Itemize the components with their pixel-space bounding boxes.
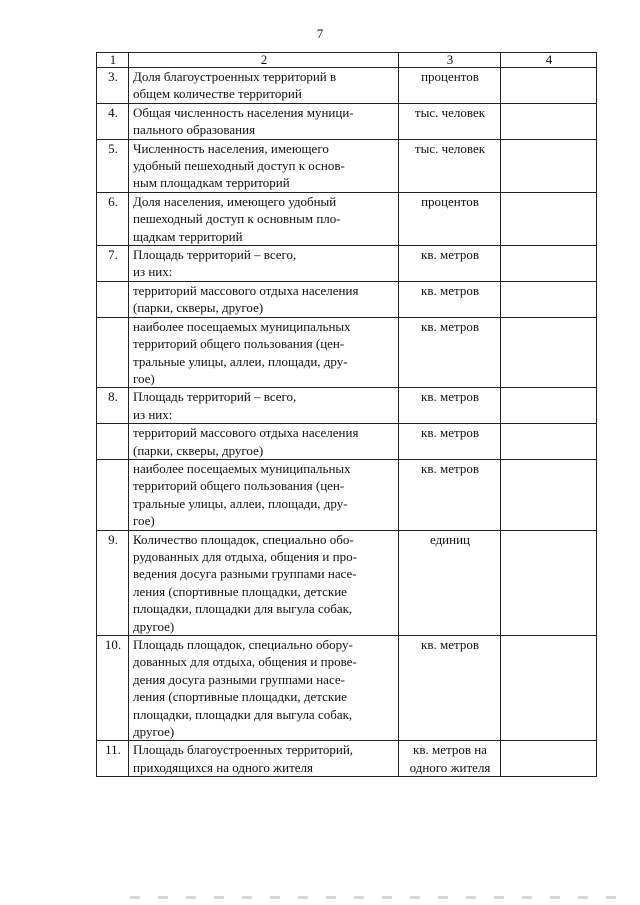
indicator-name-line: Площадь территорий – всего, xyxy=(133,247,297,263)
indicator-name-line: щадкам территорий xyxy=(133,228,243,244)
indicator-name-line: Общая численность населения муници- xyxy=(133,104,354,120)
unit-line: кв. метров xyxy=(421,282,479,298)
indicator-name-line: территорий общего пользования (цен- xyxy=(133,478,345,494)
unit-of-measure xyxy=(399,103,501,139)
indicator-name-line: Количество площадок, специально обо- xyxy=(133,531,354,547)
value-cell xyxy=(501,103,597,139)
indicator-name-line: наиболее посещаемых муниципальных xyxy=(133,318,351,334)
indicator-name-line: гое) xyxy=(133,370,155,386)
unit-line: кв. метров xyxy=(421,637,479,652)
row-number xyxy=(97,317,129,388)
column-header: 1 xyxy=(97,53,129,68)
table-row xyxy=(97,68,597,104)
row-number xyxy=(97,281,129,317)
unit-of-measure xyxy=(399,424,501,460)
value-cell xyxy=(501,317,597,388)
indicator-name-line: другое) xyxy=(133,618,175,634)
unit-of-measure xyxy=(399,530,501,635)
table-row xyxy=(97,192,597,245)
unit-line: тыс. человек xyxy=(414,140,486,156)
indicator-name-line: территорий общего пользования (цен- xyxy=(133,336,345,352)
indicator-name-line: другое) xyxy=(133,724,175,740)
unit-line: кв. метров xyxy=(421,318,479,334)
indicator-name-line: (парки, скверы, другое) xyxy=(133,300,264,316)
indicator-name-line: из них: xyxy=(133,264,173,280)
indicator-name-line: общем количестве территорий xyxy=(133,86,302,102)
indicator-name xyxy=(129,424,399,460)
unit-line: кв. метров xyxy=(421,247,479,263)
unit-line: тыс. человек xyxy=(414,104,486,120)
table-row xyxy=(97,424,597,460)
indicator-name-line: ведения досуга разными группами насе- xyxy=(133,566,357,582)
table-row xyxy=(97,317,597,388)
row-number xyxy=(97,424,129,460)
value-cell xyxy=(501,139,597,192)
table-row xyxy=(97,246,597,282)
value-cell xyxy=(501,68,597,104)
indicator-name xyxy=(129,530,399,635)
unit-of-measure xyxy=(399,192,501,245)
table-row xyxy=(97,388,597,424)
indicator-name-line: ления (спортивные площадки, детские xyxy=(133,583,347,599)
indicator-name-line: Площадь территорий – всего, xyxy=(133,389,297,405)
unit-of-measure xyxy=(399,636,501,741)
indicator-name xyxy=(129,317,399,388)
value-cell xyxy=(501,388,597,424)
row-number: 9. xyxy=(97,530,129,635)
row-number xyxy=(97,459,129,530)
indicator-name-line: ным площадкам территорий xyxy=(133,175,290,191)
row-number: 8. xyxy=(97,388,129,424)
indicator-name-line: из них: xyxy=(133,406,173,422)
column-header: 3 xyxy=(399,53,501,68)
indicator-name-line: площадки, площадки для выгула собак, xyxy=(133,706,353,722)
indicator-name-line: тральные улицы, аллеи, площади, дру- xyxy=(133,353,348,369)
indicator-name-line: удобный пешеходный доступ к основ- xyxy=(133,158,345,174)
indicator-name xyxy=(129,459,399,530)
value-cell xyxy=(501,530,597,635)
indicator-name-line: территорий массового отдыха населения xyxy=(133,425,359,441)
unit-of-measure xyxy=(399,459,501,530)
unit-line: кв. метров xyxy=(421,460,479,476)
column-header: 2 xyxy=(129,53,399,68)
indicator-name xyxy=(129,636,399,741)
indicator-name-line: площадки, площадки для выгула собак, xyxy=(133,601,353,617)
unit-line: одного жителя xyxy=(409,759,491,775)
unit-line: единиц xyxy=(429,531,471,547)
indicator-name-line: наиболее посещаемых муниципальных xyxy=(133,460,351,476)
unit-line: кв. метров на xyxy=(413,742,487,758)
unit-of-measure xyxy=(399,741,501,777)
row-number: 10. xyxy=(97,636,129,741)
row-number: 3. xyxy=(97,68,129,104)
column-header: 4 xyxy=(501,53,597,68)
indicator-name xyxy=(129,68,399,104)
unit-line: кв. метров xyxy=(421,425,479,441)
unit-of-measure xyxy=(399,317,501,388)
unit-of-measure xyxy=(399,246,501,282)
indicator-name-line: приходящихся на одного жителя xyxy=(133,759,314,775)
table-row xyxy=(97,741,597,777)
indicator-name-line: Доля населения, имеющего удобный xyxy=(133,193,337,209)
value-cell xyxy=(501,424,597,460)
indicator-name-line: Площадь площадок, специально обору- xyxy=(133,637,353,652)
row-number: 5. xyxy=(97,139,129,192)
value-cell xyxy=(501,281,597,317)
table-header-row xyxy=(97,53,597,68)
row-number: 4. xyxy=(97,103,129,139)
table-row xyxy=(97,459,597,530)
value-cell xyxy=(501,192,597,245)
unit-of-measure xyxy=(399,139,501,192)
scan-artifact xyxy=(130,896,620,899)
indicators-table xyxy=(96,52,597,777)
table-row xyxy=(97,139,597,192)
indicator-name xyxy=(129,139,399,192)
indicator-name xyxy=(129,388,399,424)
unit-of-measure xyxy=(399,68,501,104)
indicator-name xyxy=(129,192,399,245)
indicator-name-line: (парки, скверы, другое) xyxy=(133,442,264,458)
unit-line: процентов xyxy=(421,193,479,209)
value-cell xyxy=(501,636,597,741)
indicator-name-line: тральные улицы, аллеи, площади, дру- xyxy=(133,495,348,511)
page-number: 7 xyxy=(316,26,324,41)
table-row xyxy=(97,103,597,139)
indicator-name xyxy=(129,103,399,139)
indicator-name-line: гое) xyxy=(133,513,155,529)
row-number: 7. xyxy=(97,246,129,282)
table-row xyxy=(97,636,597,741)
value-cell xyxy=(501,741,597,777)
indicator-name xyxy=(129,246,399,282)
indicator-name-line: Площадь благоустроенных территорий, xyxy=(133,742,354,758)
unit-of-measure xyxy=(399,388,501,424)
row-number: 6. xyxy=(97,192,129,245)
indicator-name-line: дения досуга разными группами насе- xyxy=(133,671,345,687)
indicator-name-line: пешеходный доступ к основным пло- xyxy=(133,211,341,227)
indicator-name-line: территорий массового отдыха населения xyxy=(133,282,359,298)
unit-line: кв. метров xyxy=(421,389,479,405)
unit-line: процентов xyxy=(421,69,479,84)
indicator-name-line: Численность населения, имеющего xyxy=(133,140,329,156)
table-row xyxy=(97,530,597,635)
indicator-name-line: пального образования xyxy=(133,122,256,138)
indicator-name-line: рудованных для отдыха, общения и про- xyxy=(133,548,357,564)
unit-of-measure xyxy=(399,281,501,317)
value-cell xyxy=(501,246,597,282)
row-number: 11. xyxy=(97,741,129,777)
indicator-name xyxy=(129,281,399,317)
table-row xyxy=(97,281,597,317)
indicator-name-line: дованных для отдыха, общения и прове- xyxy=(133,654,357,670)
value-cell xyxy=(501,459,597,530)
indicator-name xyxy=(129,741,399,777)
indicator-name-line: ления (спортивные площадки, детские xyxy=(133,689,347,705)
indicator-name-line: Доля благоустроенных территорий в xyxy=(133,69,337,84)
